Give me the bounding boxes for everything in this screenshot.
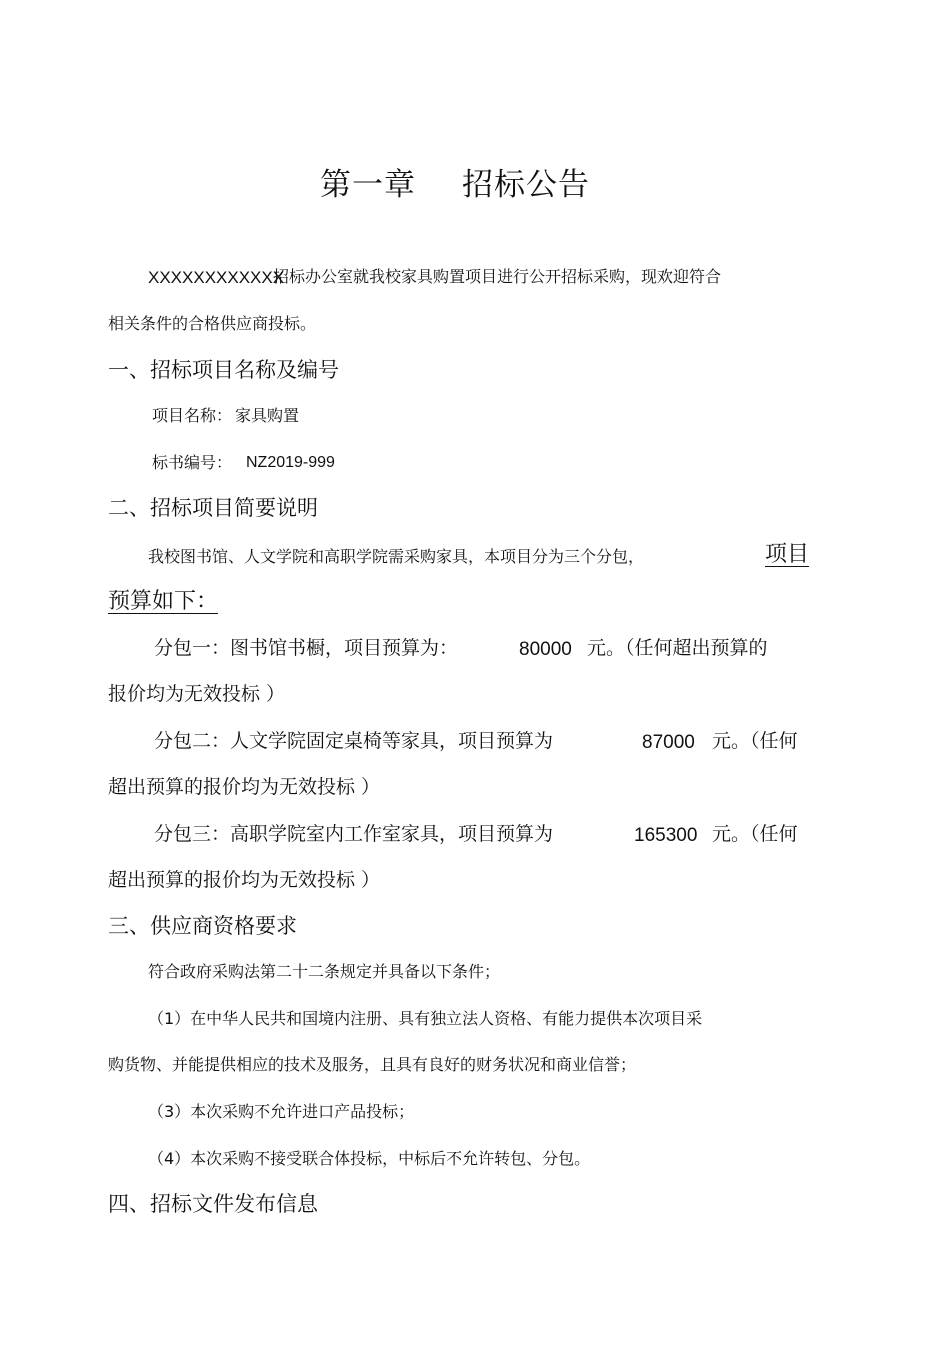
chapter-label: 第一章 — [320, 167, 416, 203]
package-1-suffix: 元。（任何超出预算的 — [587, 637, 768, 659]
requirement-4: （4）本次采购不接受联合体投标，中标后不允许转包、分包。 — [148, 1149, 591, 1168]
section-3-heading: 三、供应商资格要求 — [108, 914, 297, 938]
package-1-text: 分包一：图书馆书橱，项目预算为： — [154, 637, 459, 659]
package-3-amount: 165300 — [634, 825, 698, 846]
intro-line-2: 相关条件的合格供应商投标。 — [108, 314, 317, 333]
requirement-3: （3）本次采购不允许进口产品投标； — [148, 1102, 415, 1121]
tender-code-label: 标书编号： — [152, 453, 233, 472]
package-3-text: 分包三：高职学院室内工作室家具，项目预算为 — [154, 823, 554, 845]
section-2-heading: 二、招标项目简要说明 — [108, 496, 318, 520]
package-1-amount: 80000 — [519, 639, 572, 660]
package-2-line-2: 超出预算的报价均为无效投标 ） — [108, 776, 381, 798]
package-2-text: 分包二：人文学院固定桌椅等家具，项目预算为 — [154, 730, 554, 752]
package-1-line-2: 报价均为无效投标 ） — [108, 683, 286, 705]
package-3-suffix: 元。（任何 — [712, 823, 798, 845]
intro-code: XXXXXXXXXXXX — [148, 268, 285, 287]
package-2-suffix: 元。（任何 — [712, 730, 798, 752]
section-4-heading: 四、招标文件发布信息 — [108, 1192, 318, 1216]
section-3-intro: 符合政府采购法第二十二条规定并具备以下条件； — [148, 962, 501, 981]
page-title: 招标公告 — [462, 167, 590, 203]
section-2-desc-item: 项目 — [765, 542, 810, 567]
project-name-label: 项目名称： — [152, 406, 233, 425]
section-2-desc-line-1: 我校图书馆、人文学院和高职学院需采购家具，本项目分为三个分包， — [148, 547, 645, 566]
package-3-line-2: 超出预算的报价均为无效投标 ） — [108, 869, 381, 891]
requirement-1-line-1: （1）在中华人民共和国境内注册、具有独立法人资格、有能力提供本次项目采 — [148, 1009, 703, 1028]
tender-code-value: NZ2019-999 — [246, 454, 335, 471]
package-2-amount: 87000 — [642, 732, 695, 753]
requirement-1-line-2: 购货物、并能提供相应的技术及服务，且具有良好的财务状况和商业信誉； — [108, 1055, 637, 1074]
project-name-value: 家具购置 — [235, 406, 300, 425]
intro-line-1: 招标办公室就我校家具购置项目进行公开招标采购，现欢迎符合 — [273, 267, 722, 286]
section-1-heading: 一、招标项目名称及编号 — [108, 358, 339, 382]
section-2-desc-line-2: 预算如下： — [108, 589, 219, 614]
